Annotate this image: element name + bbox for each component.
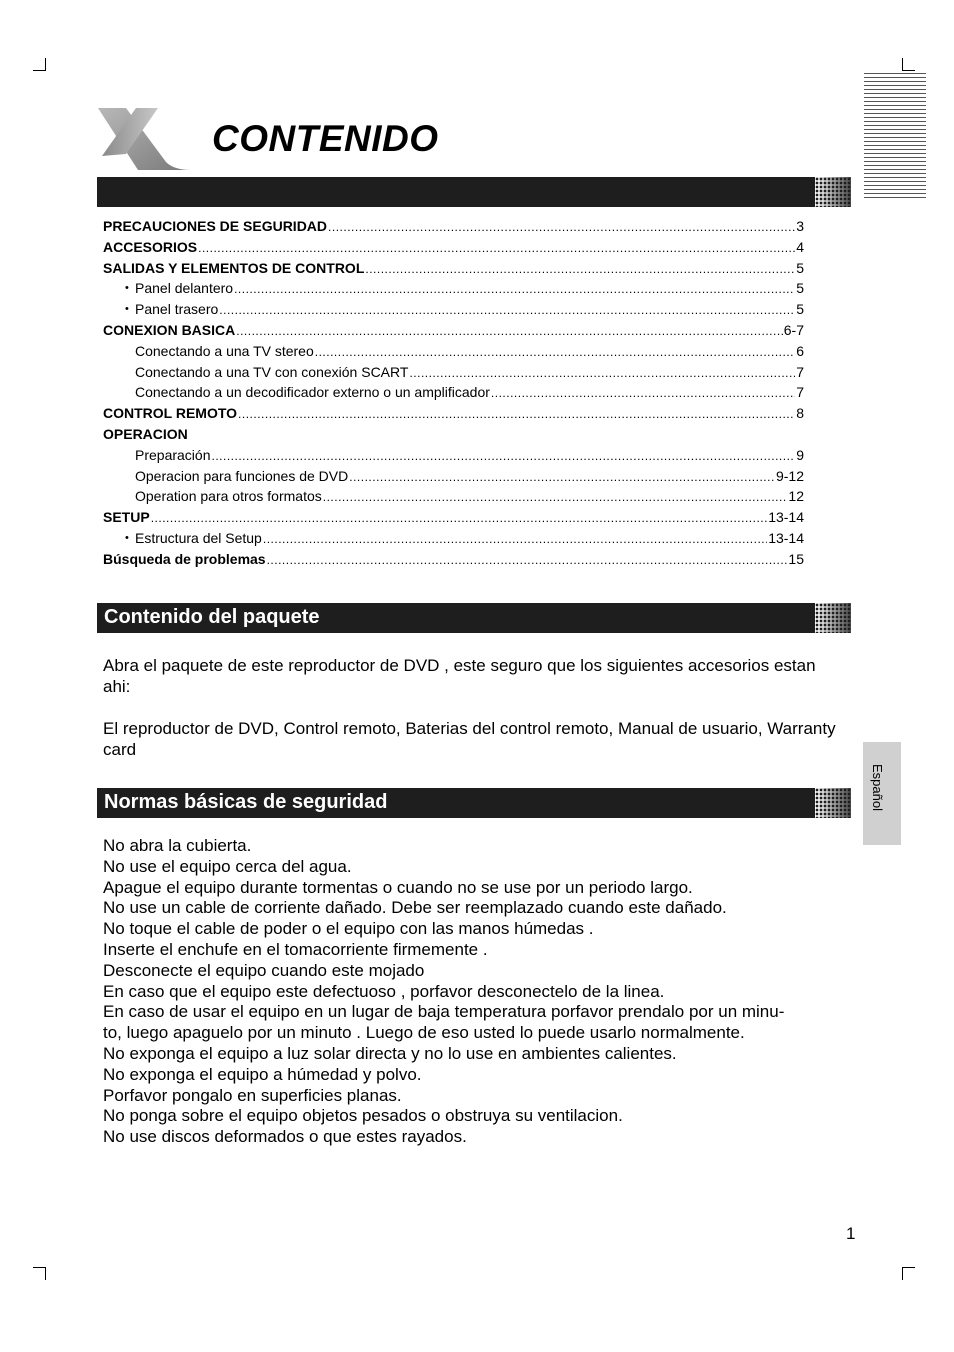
crop-mark-top-right <box>902 58 915 71</box>
safety-rule: No toque el cable de poder o el equipo con las manos húmedas . <box>103 919 594 939</box>
toc-entry[interactable]: Operacion para funciones de DVD ..... 9-12 <box>103 466 804 487</box>
safety-rule: En caso de usar el equipo en un lugar de baja temperatura porfavor prendalo por un minu- <box>103 1002 785 1022</box>
toc-entry[interactable]: Búsqueda de problemas ..... 15 <box>103 549 804 570</box>
section-title: Normas básicas de seguridad <box>104 791 388 813</box>
language-tab-label: Español <box>870 764 885 811</box>
toc-entry[interactable]: Conectando a un decodificador externo o un amplificador ..... 7 <box>103 382 804 403</box>
bullet-icon: • <box>125 282 129 295</box>
section-title: Contenido del paquete <box>104 606 320 628</box>
toc-entry[interactable]: PRECAUCIONES DE SEGURIDAD ..... 3 <box>103 216 804 237</box>
toc-entry[interactable]: ACCESORIOS ..... 4 <box>103 237 804 258</box>
table-of-contents <box>103 216 804 570</box>
safety-rule: No exponga el equipo a luz solar directa y no lo use en ambientes calientes. <box>103 1043 677 1063</box>
safety-rule: En caso que el equipo este defectuoso , porfavor desconectelo de la linea. <box>103 981 665 1001</box>
bullet-icon: • <box>125 531 129 544</box>
toc-entry[interactable]: • Panel delantero ..... 5 <box>103 278 804 299</box>
toc-entry[interactable]: SALIDAS Y ELEMENTOS DE CONTROL ..... 5 <box>103 258 804 279</box>
safety-rule: Porfavor pongalo en superficies planas. <box>103 1085 402 1105</box>
bar-dot-pattern <box>815 177 851 207</box>
toc-entry[interactable]: SETUP ..... 13-14 <box>103 507 804 528</box>
safety-rule: Apague el equipo durante tormentas o cuando no se use por un periodo largo. <box>103 877 693 897</box>
toc-entry[interactable]: CONEXION BASICA ..... 6-7 <box>103 320 804 341</box>
safety-rule: No use el equipo cerca del agua. <box>103 856 352 876</box>
crop-mark-bottom-left <box>33 1267 46 1280</box>
page-title: CONTENIDO <box>212 118 439 159</box>
toc-header-bar <box>97 177 851 207</box>
package-intro: Abra el paquete de este reproductor de DVD , este seguro que los siguientes accesorios estan ahi: <box>103 656 816 696</box>
section-header-package <box>97 603 851 633</box>
crop-mark-top-left <box>33 58 46 71</box>
toc-entry[interactable]: CONTROL REMOTO ..... 8 <box>103 403 804 424</box>
section-header-safety <box>97 788 851 818</box>
bar-dot-pattern <box>815 788 851 818</box>
toc-entry[interactable]: Conectando a una TV con conexión SCART ..... 7 <box>103 362 804 383</box>
toc-entry[interactable]: Conectando a una TV stereo ..... 6 <box>103 341 804 362</box>
safety-rule: No use un cable de corriente dañado. Debe ser reemplazado cuando este dañado. <box>103 898 727 918</box>
safety-rule: No use discos deformados o que estes rayados. <box>103 1127 467 1147</box>
safety-rule: No abra la cubierta. <box>103 836 252 855</box>
bar-dot-pattern <box>815 603 851 633</box>
bullet-icon: • <box>125 303 129 316</box>
decorative-stripes <box>864 73 926 200</box>
page-number: 1 <box>846 1224 856 1243</box>
safety-rule: No exponga el equipo a húmedad y polvo. <box>103 1064 422 1084</box>
brand-x-logo <box>96 106 192 172</box>
crop-mark-bottom-right <box>902 1267 915 1280</box>
toc-entry[interactable]: OPERACION <box>103 425 188 442</box>
language-tab[interactable] <box>863 742 901 845</box>
toc-entry[interactable]: Preparación ..... 9 <box>103 445 804 466</box>
toc-entry[interactable]: • Estructura del Setup ..... 13-14 <box>103 528 804 549</box>
safety-rule: Desconecte el equipo cuando este mojado <box>103 960 425 980</box>
safety-rule: to, luego apaguelo por un minuto . Luego de eso usted lo puede usarlo normalmente. <box>103 1023 745 1043</box>
safety-rules-list <box>103 836 848 1148</box>
safety-rule: Inserte el enchufe en el tomacorriente firmemente . <box>103 939 488 959</box>
safety-rule: No ponga sobre el equipo objetos pesados o obstruya su ventilacion. <box>103 1106 623 1126</box>
package-items: El reproductor de DVD, Control remoto, Baterias del control remoto, Manual de usuario, Warranty card <box>103 719 836 759</box>
toc-entry[interactable]: • Panel trasero ..... 5 <box>103 299 804 320</box>
toc-entry[interactable]: Operation para otros formatos ..... 12 <box>103 486 804 507</box>
